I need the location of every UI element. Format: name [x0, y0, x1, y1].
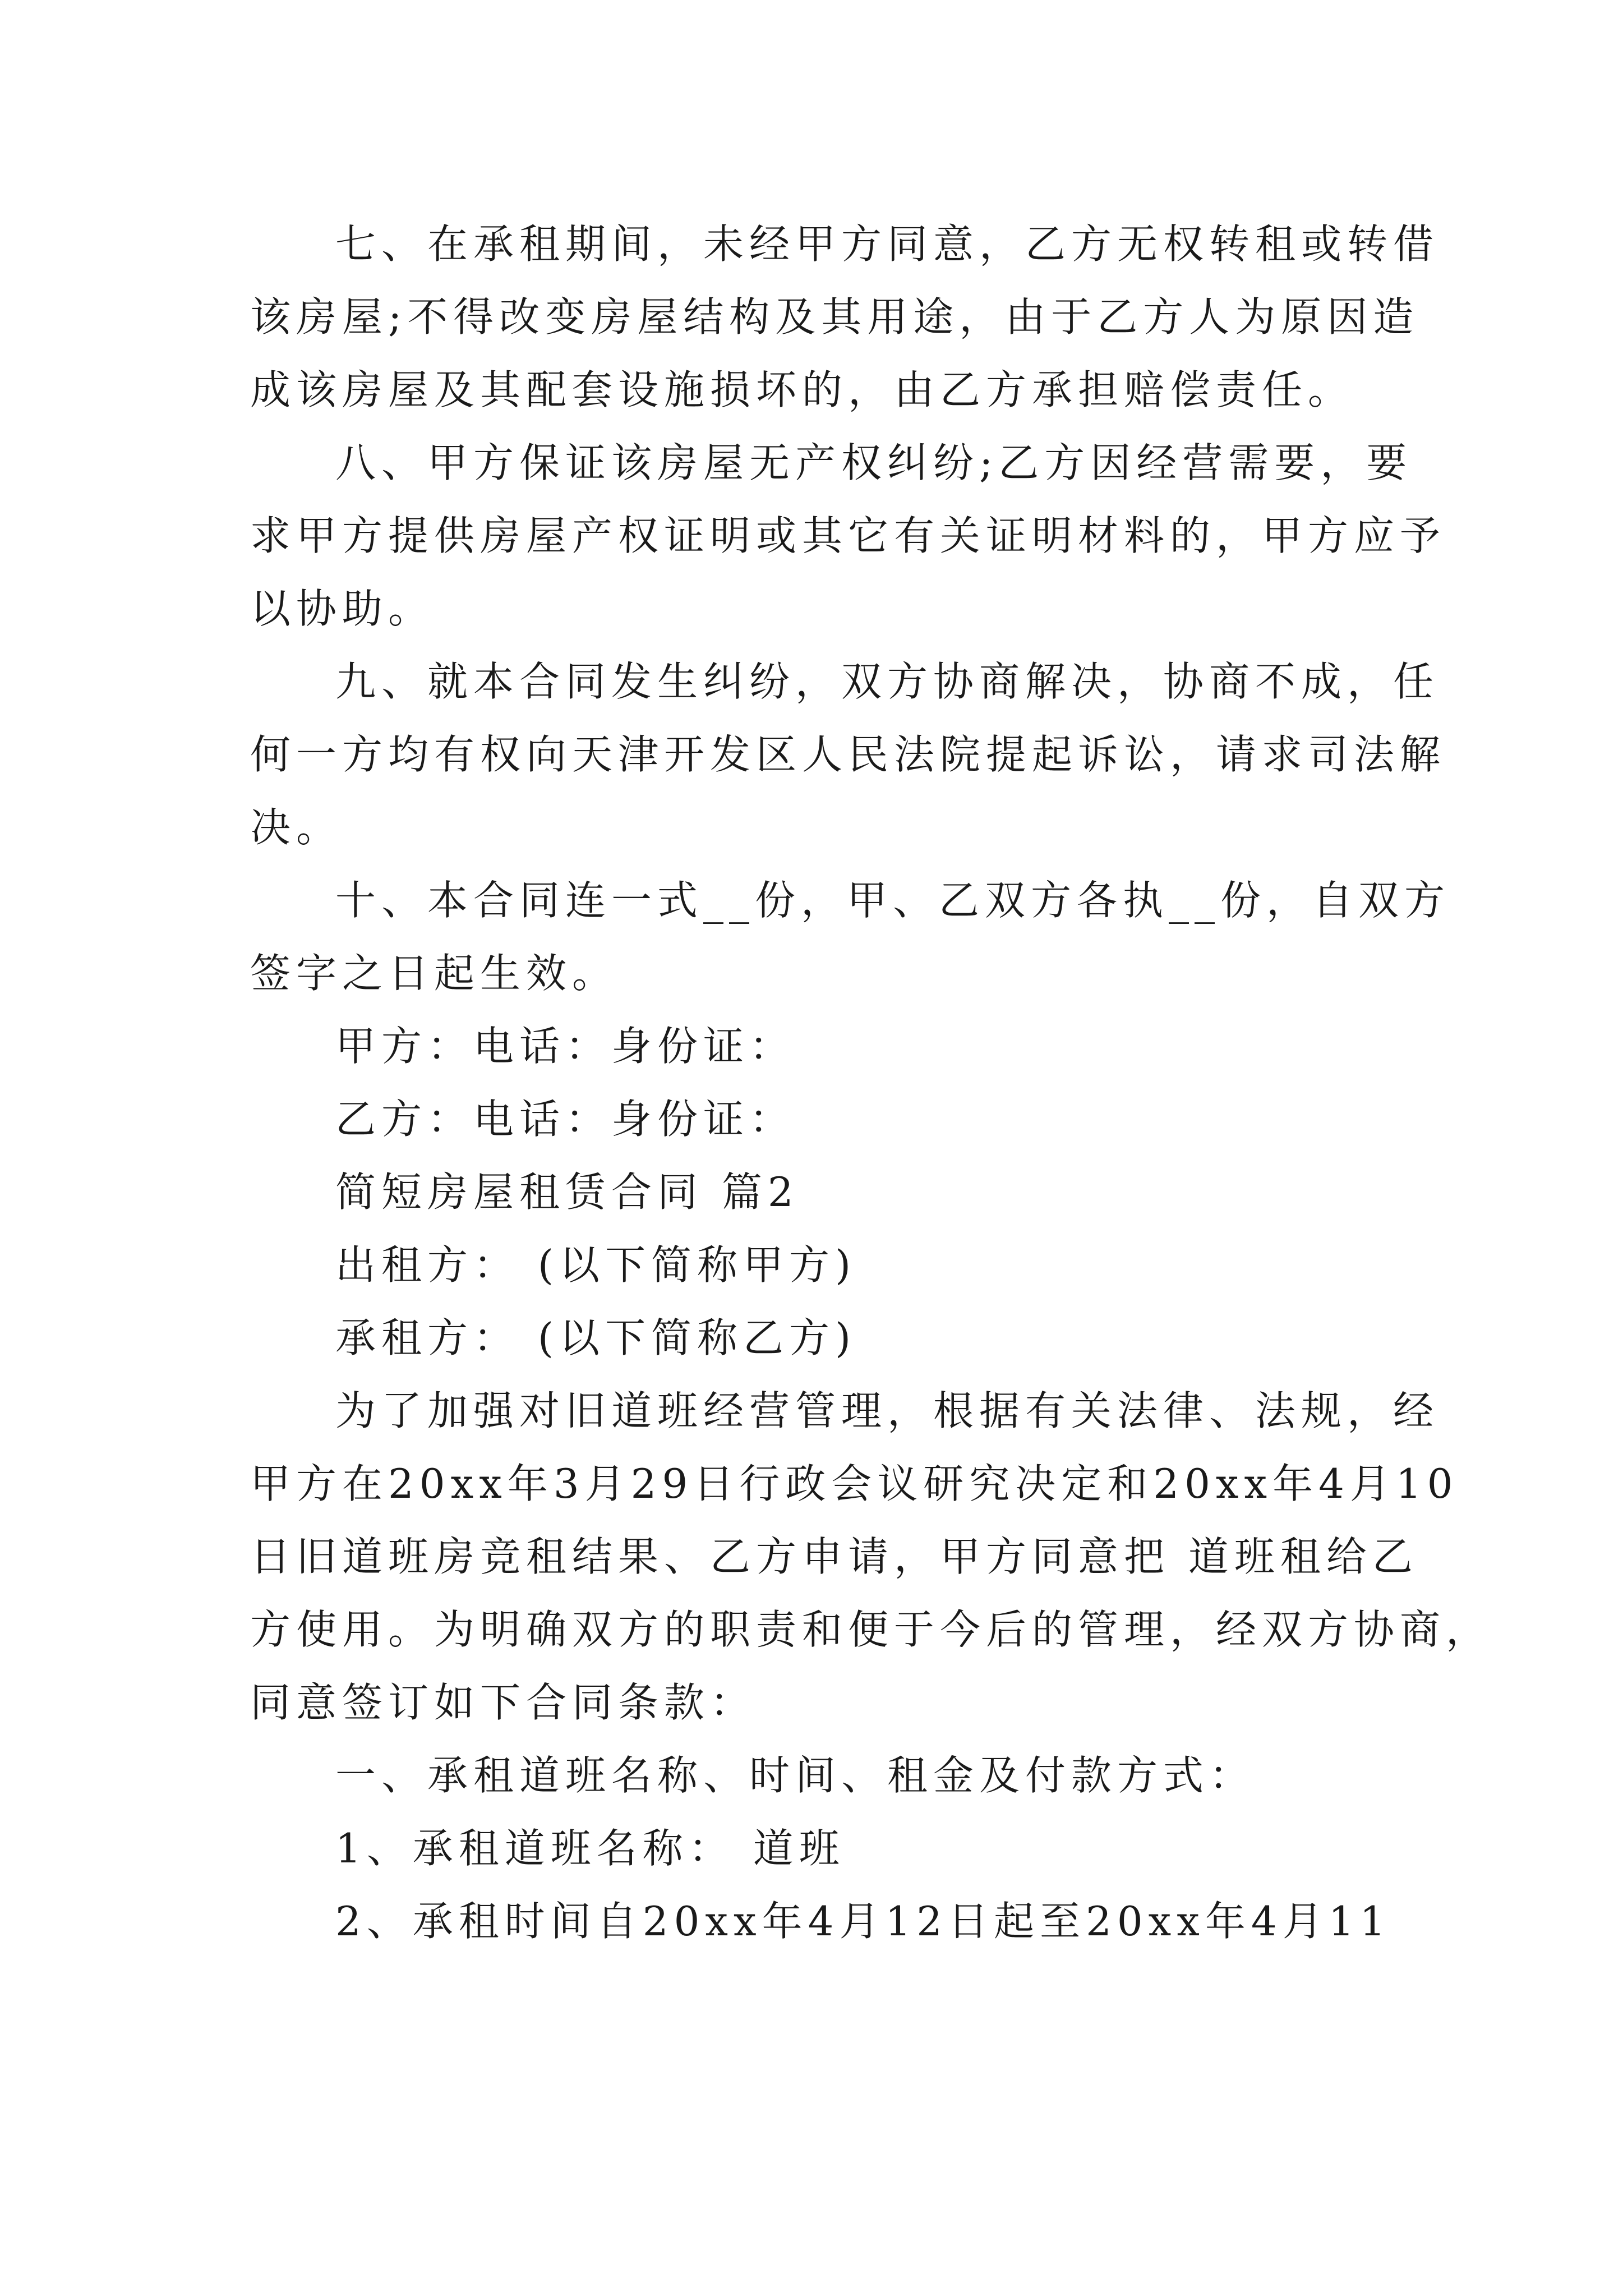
paragraph-line: 九、就本合同发生纠纷，双方协商解决，协商不成，任 [335, 658, 1440, 705]
paragraph-line: 方使用。为明确双方的职责和便于今后的管理，经双方协商， [250, 1606, 1492, 1653]
paragraph-line: 以协助。 [250, 585, 435, 632]
paragraph-line: 求甲方提供房屋产权证明或其它有关证明材料的，甲方应予 [250, 512, 1446, 559]
paragraph-line: 日旧道班房竞租结果、乙方申请，甲方同意把 道班租给乙 [250, 1533, 1418, 1580]
clause-heading: 一、承租道班名称、时间、租金及付款方式： [335, 1752, 1256, 1799]
paragraph-line: 签字之日起生效。 [250, 950, 619, 997]
signature-line-party-b: 乙方：电话：身份证： [335, 1096, 796, 1143]
lessor-line: 出租方： (以下简称甲方) [335, 1241, 857, 1289]
lessee-line: 承租方： (以下简称乙方) [335, 1314, 857, 1361]
paragraph-line: 何一方均有权向天津开发区人民法院提起诉讼，请求司法解 [250, 731, 1446, 778]
section-heading: 简短房屋租赁合同 篇2 [335, 1168, 799, 1216]
paragraph-line: 决。 [250, 804, 343, 851]
signature-line-party-a: 甲方：电话：身份证： [335, 1023, 796, 1070]
paragraph-line: 同意签订如下合同条款： [250, 1679, 757, 1726]
paragraph-line: 八、甲方保证该房屋无产权纠纷;乙方因经营需要，要 [335, 439, 1413, 486]
paragraph-line: 为了加强对旧道班经营管理，根据有关法律、法规，经 [335, 1387, 1440, 1434]
clause-item: 2、承租时间自20xx年4月12日起至20xx年4月11 [335, 1898, 1391, 1945]
clause-item: 1、承租道班名称： 道班 [335, 1825, 845, 1872]
paragraph-line: 成该房屋及其配套设施损坏的，由乙方承担赔偿责任。 [250, 366, 1354, 413]
paragraph-line: 甲方在20xx年3月29日行政会议研究决定和20xx年4月10 [250, 1460, 1459, 1507]
paragraph-line: 十、本合同连一式__份，甲、乙双方各执__份，自双方 [335, 877, 1451, 924]
paragraph-line: 该房屋;不得改变房屋结构及其用途，由于乙方人为原因造 [250, 293, 1419, 341]
paragraph-line: 七、在承租期间，未经甲方同意，乙方无权转租或转借 [335, 220, 1440, 268]
document-body [250, 208, 1492, 1958]
